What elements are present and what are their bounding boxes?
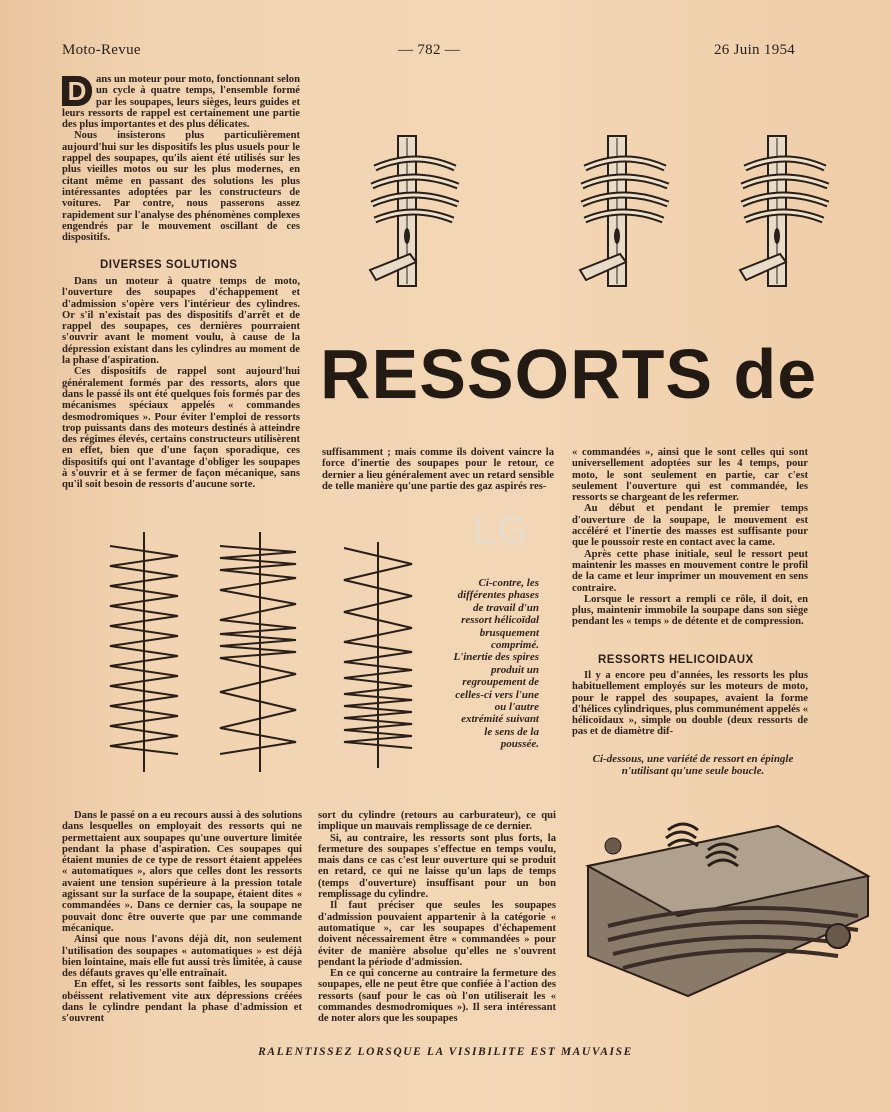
section1-paragraph: Dans un moteur à quatre temps de moto, l'ouverture des soupapes d'échappement et d'admission s'opère vers l'intérieur des cylindres. Or s'il n'existait pas des dispositifs d'arrêt et de rappel des soupapes, ces dernières pourraient s'ouvrir avant le moment voulu, à cause de la dépression existant dans les cylindres au moment de la phase d'aspiration. [62,276,300,367]
section1-paragraph: Ces dispositifs de rappel sont aujourd'hui généralement formés par des ressorts, alors que dans le passé ils ont été quelques fois formés par des mécanismes spéciaux appelés « commandes desmodromiques ». Pour éviter l'emploi de ressorts trop puissants dans des moteurs destinés à atteindre des régimes élevés, certains constructeurs utilisèrent en effet, bien que d'une façon sporadique, ces dispositifs qui ont l'avantage d'obliger les soupapes à s'ouvrir et à se fermer de façon mécanique, sans qu'il soit besoin de ressorts d'aucune sorte. [62,366,300,491]
bottom-col1-paragraph: En effet, si les ressorts sont faibles, les soupapes obéissent relativement vite aux dépressions créées dans le cylindre pendant la phase d'admission et s'ouvrent [62,979,302,1025]
watermark-logo: LG [472,508,528,552]
section-heading-diverses: DIVERSES SOLUTIONS [100,259,238,271]
bottom-col2-paragraph: Si, au contraire, les ressorts sont plus forts, la fermeture des soupapes s'effectue en temps voulu, mais dans ce cas c'est leur ouverture qui se produit en retard, ce qui ne laisse qu'un laps de temps (temps d'ouverture) insuffisant pour un bon remplissage du cylindre. [318,832,556,901]
intro-text [62,74,300,243]
footer-slogan: RALENTISSEZ LORSQUE LA VISIBILITE EST MAUVAISE [258,1046,633,1058]
spring-phase-diagrams [100,528,420,778]
section-heading-helicoidaux: RESSORTS HELICOIDAUX [598,654,754,666]
springs-caption: Ci-contre, les différentes phases de travail d'un ressort hélicoïdal brusquement comprimé. L'inertie des spires produit un regroupement de celles-ci vers l'une ou l'autre extrémité suivant le sens de la poussée. [453,577,539,751]
bottom-col1-paragraph: Ainsi que nous l'avons déjà dit, non seulement l'utilisation des soupapes « automatiques » est déjà bien lointaine, mais elle fut aussi très limitée, à cause des défauts graves qu'elle entraînait. [62,934,302,980]
intro-paragraph: Nous insisterons plus particulièrement aujourd'hui sur les dispositifs les plus usuels pour le rappel des soupapes, qu'ils aient été utilisés sur les plus vieilles motos ou sur les plus modernes, en citant même en passant des solutions les plus intéressantes adoptées par les constructeurs de voitures. Par contre, nous passerons assez rapidement sur l'analyse des phénomènes complexes engendrés par le mouvement oscillant de ces dispositifs. [62,130,300,244]
intro-paragraph: ans un moteur pour moto, fonctionnant selon un cycle à quatre temps, l'ensemble formé par les soupapes, leurs sièges, leurs guides et leurs ressorts de rappel est certainement une partie des plus importantes et des plus délicates. [62,74,300,131]
drop-cap: D [62,76,92,106]
issue-date: 26 Juin 1954 [714,42,796,58]
engine-head-illustration [568,806,880,1016]
col3-paragraph: Lorsque le ressort a rempli ce rôle, il doit, en plus, maintenir immobile la soupape dans son siège pendant les « temps » de détente et de compression. [572,593,808,628]
magazine-name: Moto-Revue [62,42,141,58]
bottom-col1-text [62,810,302,1025]
section2-paragraph: Il y a encore peu d'années, les ressorts les plus habituellement employés sur les moteurs de moto, pour le rappel des soupapes, avaient la forme d'hélices cylindriques, plus communément appelés « hélicoïdaux », simple ou double (deux ressorts de pas et de diamètre dif- [572,670,808,738]
bottom-col2-paragraph: Il faut préciser que seules les soupapes d'admission pouvaient appartenir à la catégorie « automatique », car les soupapes d'échapement doivent nécessairement être « commandées » pour éviter de manière absolue qu'elles ne s'ouvrent pendant la période d'admission. [318,900,556,968]
col2-top-text [322,447,554,492]
col3-paragraph: Au début et pendant le premier temps d'ouverture de la soupape, le mouvement est accéléré et l'inertie des masses est suffisante pour que le poussoir reste en contact avec la came. [572,503,808,549]
col3-paragraph: « commandées », ainsi que le sont celles qui sont universellement adoptées sur les 4 temps, pour moto, le sont seulement en partie, car c'est seulement l'ouverture qui est commandée, les ressorts se chargeant de les refermer. [572,447,808,504]
section2-text [572,670,808,738]
page-number: — 782 — [398,42,461,58]
col2-paragraph: suffisamment ; mais comme ils doivent vaincre la force d'inertie des soupapes pour le retour, ce dernier a lieu généralement avec un retard sensible de telle manière qu'une partie des gaz aspirés res- [322,447,554,492]
bottom-col2-paragraph: sort du cylindre (retours au carburateur), ce qui implique un mauvais remplissage de ce dernier. [318,810,556,833]
bottom-col2-paragraph: En ce qui concerne au contraire la fermeture des soupapes, elle ne peut être que confiée à l'action des ressorts (sauf pour le cas où l'on utiliserait les « commandes desmodromiques »). Il sera intéressant de noter alors que les soupapes [318,968,556,1025]
valve-spring-illustrations [350,128,830,300]
bottom-col2-text [318,810,556,1025]
spring-compressed-middle [220,546,296,754]
engine-caption: Ci-dessous, une variété de ressort en épingle n'utilisant qu'une seule boucle. [592,753,794,778]
bottom-col1-paragraph: Dans le passé on a eu recours aussi à des solutions dans lesquelles on employait des ressorts qui ne permettaient aux soupapes qu'une ouverture limitée pendant la phase d'aspiration. Ces soupapes qui étaient munies de ce type de ressort étaient appelées « automatiques », alors que celles dont les ressorts avaient une tension supérieure à la pression totale agissant sur la surface de la soupape, étaient dites « commandées ». Dans ce dernier cas, la soupape ne pouvait donc être ouverte que par une commande mécanique. [62,810,302,934]
col3-top-text [572,447,808,628]
article-title: RESSORTS de [320,335,818,413]
col3-paragraph: Après cette phase initiale, seul le ressort peut maintenir les masses en mouvement contre le profil de la came et leur imprimer un mouvement en sens contraire. [572,548,808,594]
section1-text [62,276,300,491]
